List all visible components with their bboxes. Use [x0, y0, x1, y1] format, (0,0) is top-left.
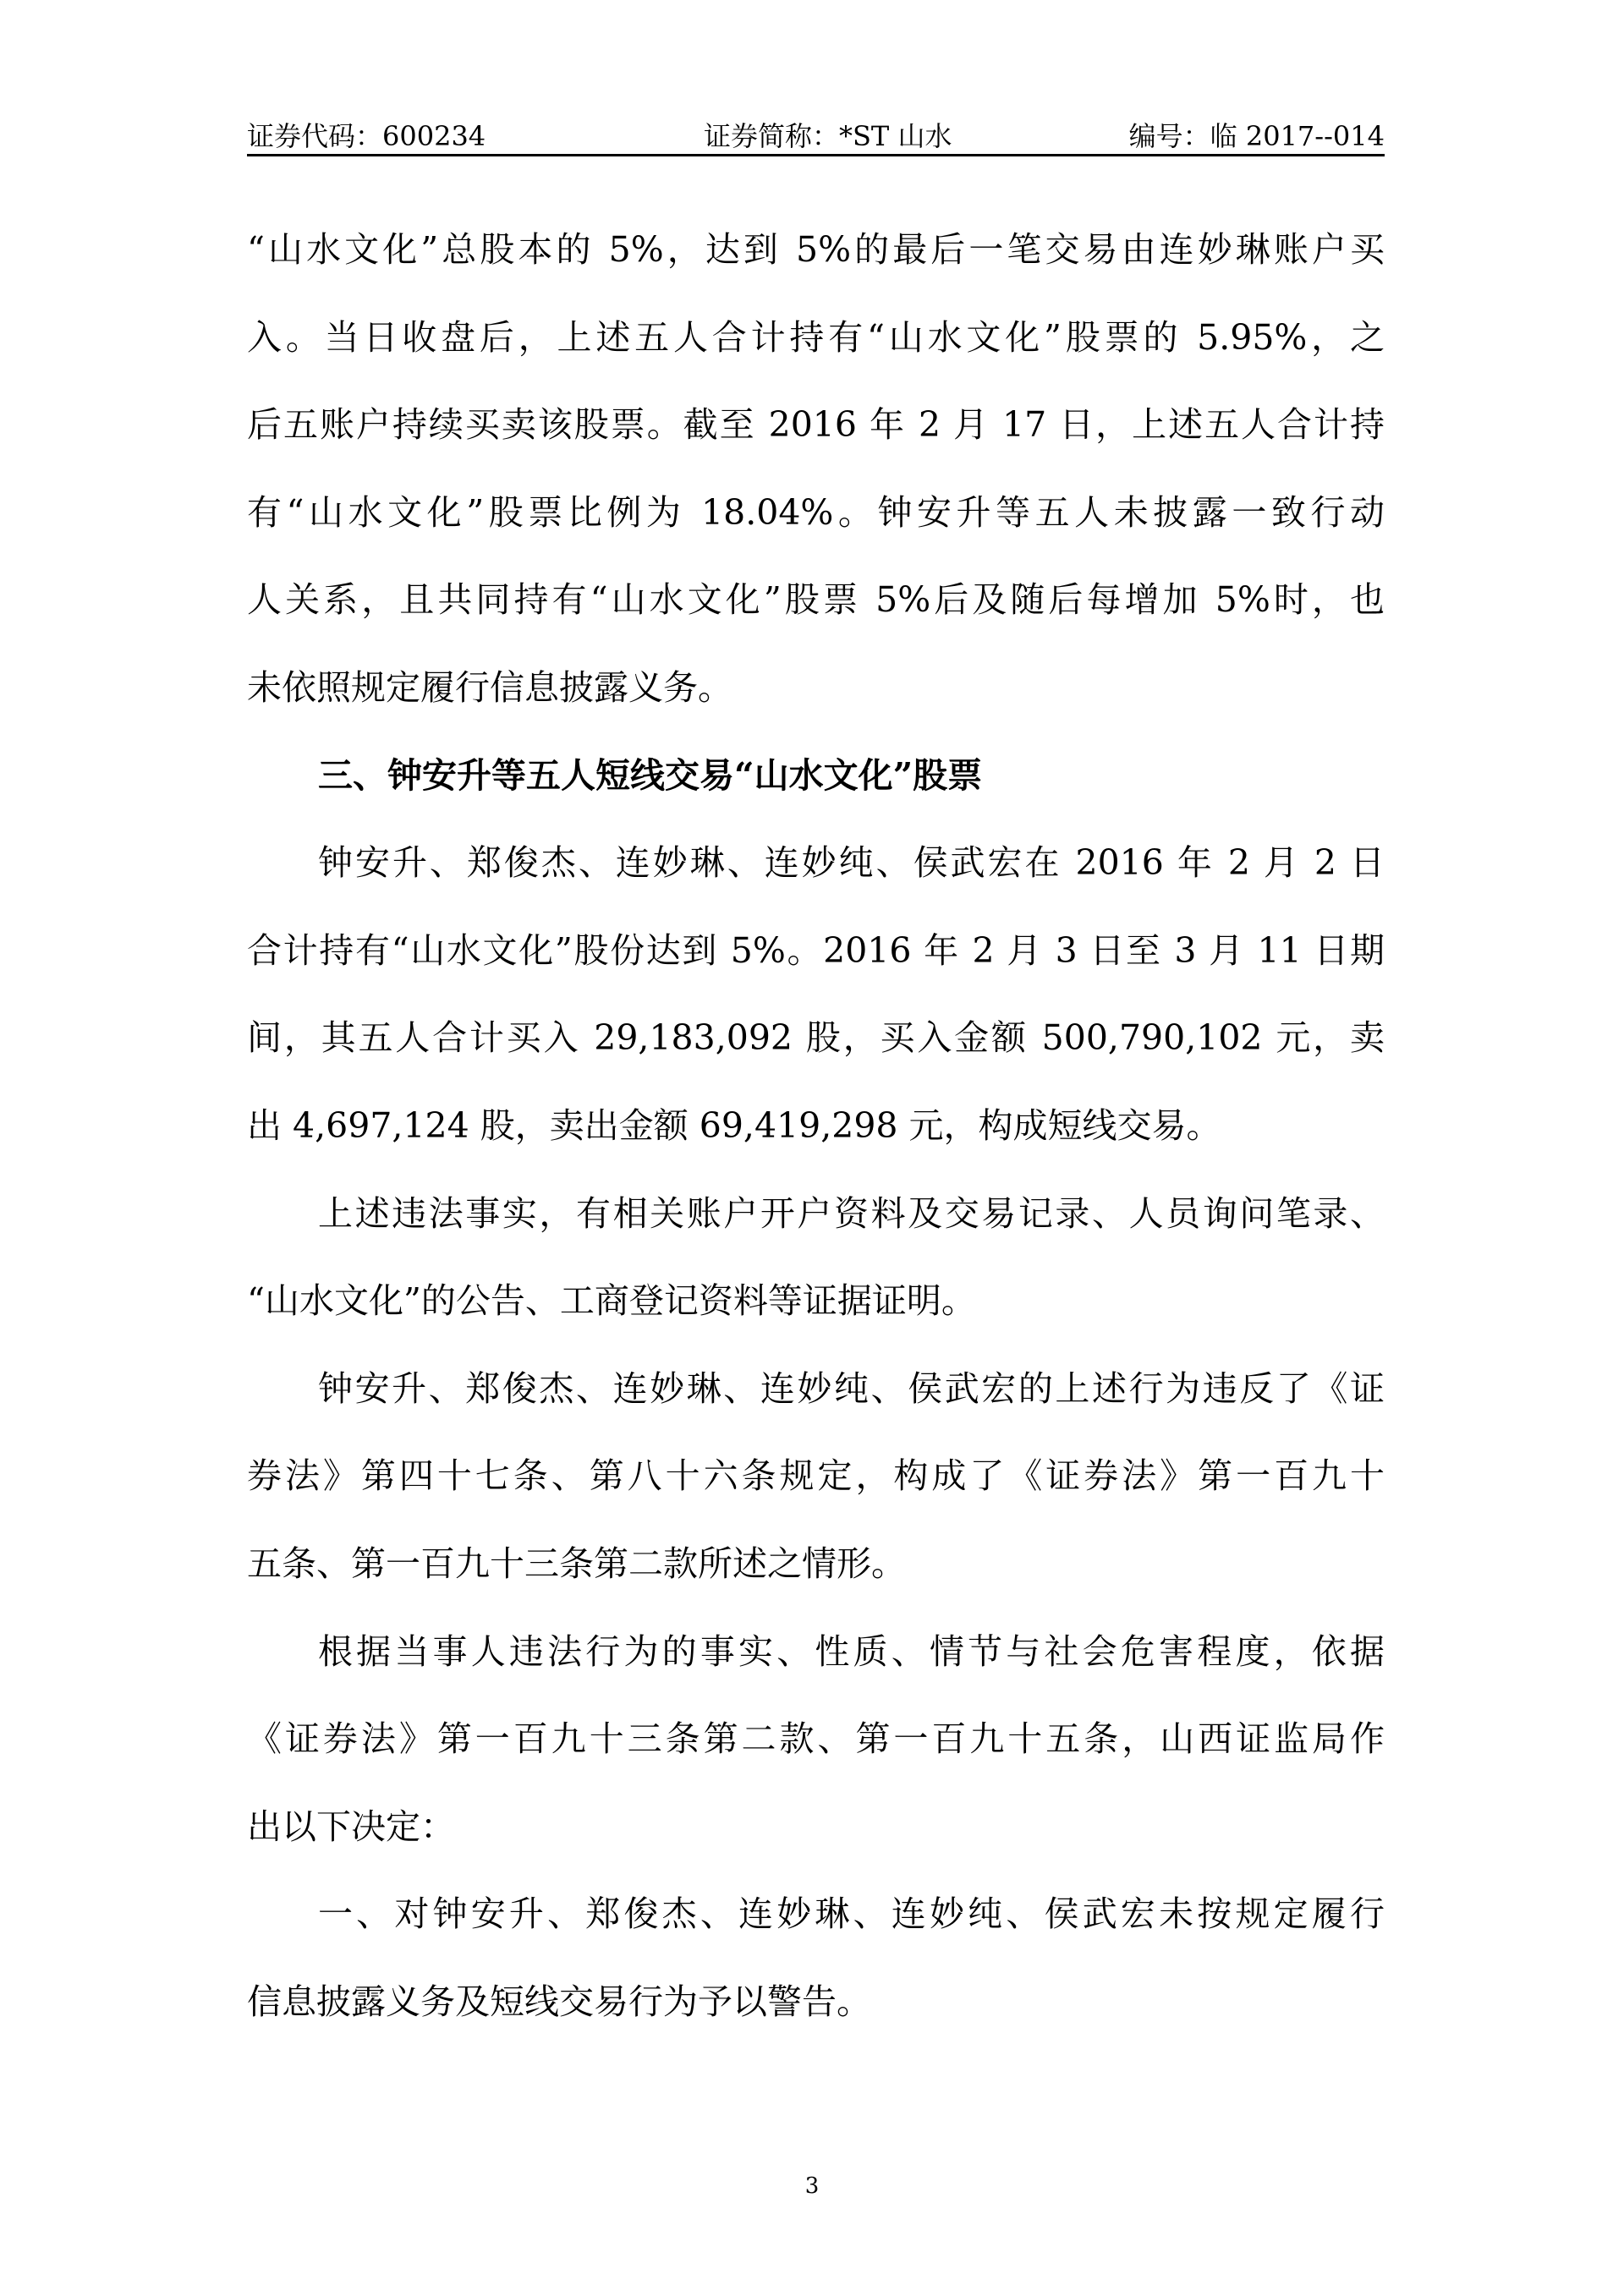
text-line: 券法》第四十七条、第八十六条规定，构成了《证券法》第一百九十 — [247, 1455, 1385, 1497]
text-line: “山水文化”的公告、工商登记资料等证据证明。 — [247, 1280, 976, 1322]
section-heading: 三、钟安升等五人短线交易“山水文化”股票 — [318, 754, 983, 796]
security-short-name: 证券简称：*ST 山水 — [704, 120, 952, 152]
text-line: 有“山水文化”股票比例为 18.04%。钟安升等五人未披露一致行动 — [247, 491, 1385, 533]
text-line: 出 4,697,124 股，卖出金额 69,419,298 元，构成短线交易。 — [247, 1104, 1221, 1146]
text-line: 出以下决定： — [247, 1806, 455, 1847]
text-line: 上述违法事实，有相关账户开户资料及交易记录、人员询问笔录、 — [318, 1192, 1385, 1234]
text-line: 入。当日收盘后，上述五人合计持有“山水文化”股票的 5.95%，之 — [247, 316, 1385, 358]
text-line: 根据当事人违法行为的事实、性质、情节与社会危害程度，依据 — [318, 1630, 1385, 1672]
text-line: 人关系，且共同持有“山水文化”股票 5%后及随后每增加 5%时，也 — [247, 579, 1385, 621]
text-line: 合计持有“山水文化”股份达到 5%。2016 年 2 月 3 日至 3 月 11 日期 — [247, 929, 1385, 971]
header-rule — [247, 154, 1385, 156]
text-line: 后五账户持续买卖该股票。截至 2016 年 2 月 17 日，上述五人合计持 — [247, 404, 1385, 446]
text-line: 信息披露义务及短线交易行为予以警告。 — [247, 1981, 871, 2022]
page-number: 3 — [804, 2173, 820, 2199]
text-line: 未依照规定履行信息披露义务。 — [247, 666, 732, 708]
text-line: 《证券法》第一百九十三条第二款、第一百九十五条，山西证监局作 — [247, 1718, 1385, 1760]
text-line: 钟安升、郑俊杰、连妙琳、连妙纯、侯武宏在 2016 年 2 月 2 日 — [318, 842, 1385, 884]
page-header — [247, 115, 1385, 152]
text-line: 五条、第一百九十三条第二款所述之情形。 — [247, 1543, 906, 1584]
announcement-number: 编号：临 2017--014 — [1128, 120, 1385, 152]
text-line: “山水文化”总股本的 5%，达到 5%的最后一笔交易由连妙琳账户买 — [247, 229, 1385, 270]
text-line: 一、对钟安升、郑俊杰、连妙琳、连妙纯、侯武宏未按规定履行 — [318, 1893, 1385, 1935]
text-line: 间，其五人合计买入 29,183,092 股，买入金额 500,790,102 元，卖 — [247, 1017, 1385, 1059]
document-body — [247, 206, 1385, 2046]
text-line: 钟安升、郑俊杰、连妙琳、连妙纯、侯武宏的上述行为违反了《证 — [318, 1367, 1385, 1409]
security-code: 证券代码：600234 — [247, 120, 486, 152]
